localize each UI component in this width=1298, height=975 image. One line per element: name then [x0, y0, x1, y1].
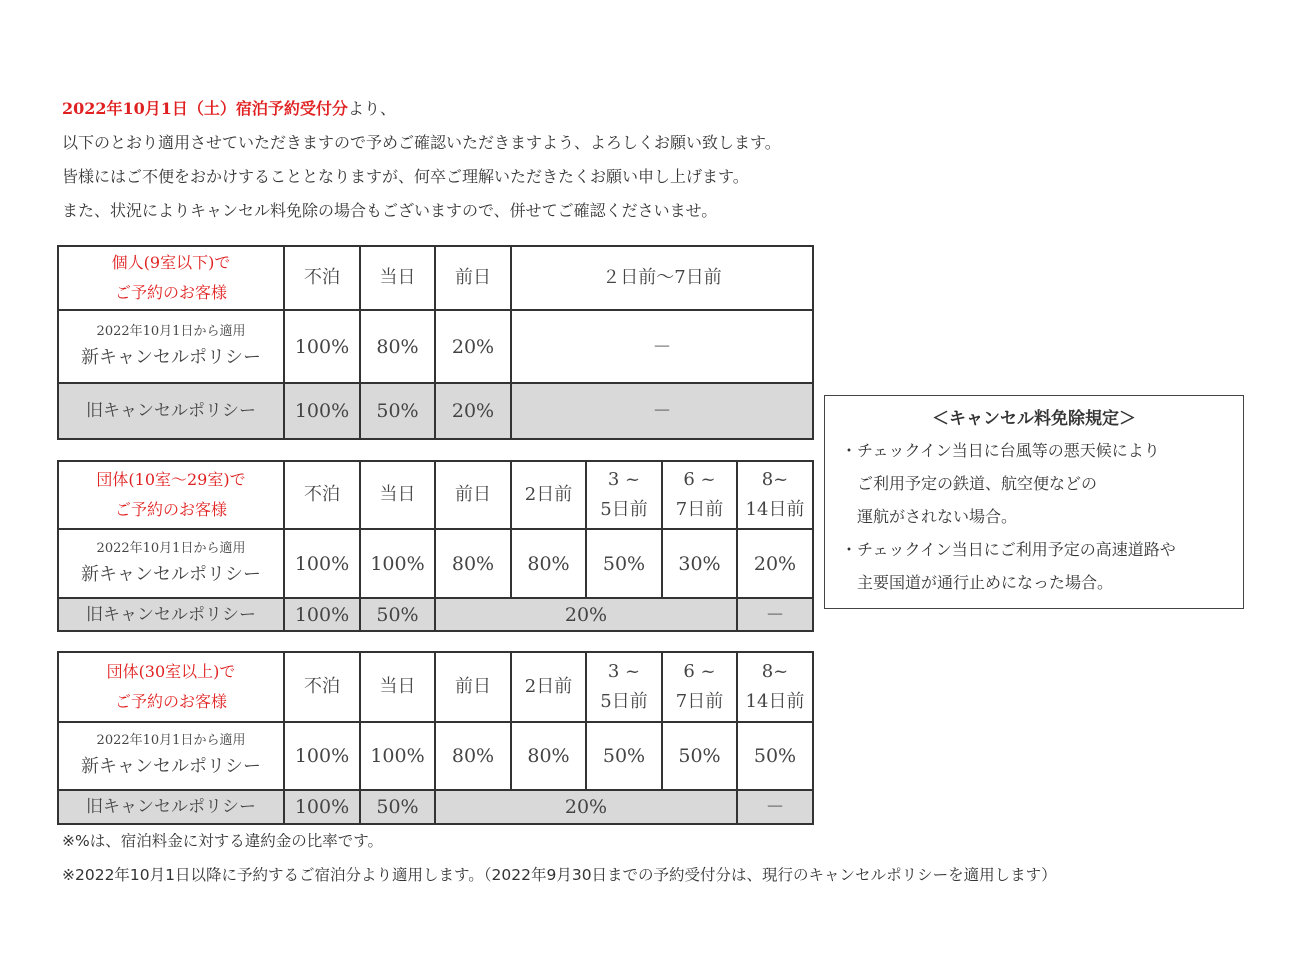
new-value-cell: 20%	[435, 310, 511, 383]
new-policy-row	[58, 310, 813, 383]
new-value-cell: 100%	[360, 529, 435, 598]
header-cell: 不泊	[284, 246, 360, 310]
header-cell	[737, 461, 813, 529]
new-policy-row	[58, 722, 813, 790]
new-value-cell: 50%	[586, 529, 662, 598]
old-policy-label: 旧キャンセルポリシー	[58, 383, 284, 439]
old-value-cell: 100%	[284, 598, 360, 631]
old-value-cell: －	[737, 598, 813, 631]
new-value-cell: －	[511, 310, 813, 383]
effective-date: 2022年10月1日から適用	[96, 540, 246, 556]
effective-date: 2022年10月1日から適用	[96, 323, 246, 339]
new-policy-label	[58, 310, 284, 383]
new-value-cell: 50%	[586, 722, 662, 790]
policy-table-group-30-plus	[57, 651, 814, 825]
new-value-cell: 80%	[435, 529, 511, 598]
exemption-list	[825, 434, 1243, 599]
old-value-cell: 50%	[360, 598, 435, 631]
exemption-line: ご利用予定の鉄道、航空便などの	[841, 474, 1098, 493]
intro-line-4: また、状況によりキャンセル料免除の場合もございますので、併せてご確認くださいませ。	[62, 201, 718, 220]
header-cell: 当日	[360, 461, 435, 529]
header-cell-bottom: 5日前	[600, 499, 648, 520]
policy-table-group-10-29	[57, 460, 814, 632]
header-cell-top: 6 ~	[683, 661, 716, 682]
header-cell	[662, 652, 737, 722]
header-cell: 不泊	[284, 652, 360, 722]
new-value-cell: 80%	[511, 722, 586, 790]
new-value-cell: 20%	[737, 529, 813, 598]
header-cell: 当日	[360, 246, 435, 310]
new-value-cell: 80%	[511, 529, 586, 598]
intro-text	[62, 92, 1162, 228]
policy-table-individual	[57, 245, 814, 440]
header-cell: 2日前	[511, 461, 586, 529]
table-header-row	[58, 461, 813, 529]
new-value-cell: 50%	[737, 722, 813, 790]
new-policy-name: 新キャンセルポリシー	[81, 563, 261, 585]
customer-type-label	[58, 461, 284, 529]
exemption-line: ・チェックイン当日にご利用予定の高速道路や	[841, 540, 1176, 559]
intro-highlight: 2022年10月1日（土）宿泊予約受付分	[62, 99, 348, 118]
footnote-1: ※%は、宿泊料金に対する違約金の比率です。	[62, 832, 383, 850]
header-cell-bottom: 7日前	[675, 691, 724, 712]
intro-line-1-rest: より、	[347, 99, 396, 118]
old-policy-row	[58, 383, 813, 439]
old-value-cell: 20%	[435, 383, 511, 439]
new-policy-row	[58, 529, 813, 598]
exemption-line: ・チェックイン当日に台風等の悪天候により	[841, 441, 1160, 460]
exemption-line: 主要国道が通行止めになった場合。	[841, 573, 1114, 592]
intro-line-2: 以下のとおり適用させていただきますので予めご確認いただきますよう、よろしくお願い致します。	[62, 133, 781, 152]
new-policy-label	[58, 722, 284, 790]
old-policy-row	[58, 598, 813, 631]
header-cell: 当日	[360, 652, 435, 722]
exemption-title: ＜キャンセル料免除規定＞	[932, 409, 1136, 429]
old-policy-label: 旧キャンセルポリシー	[58, 790, 284, 824]
exemption-box	[824, 395, 1244, 609]
customer-type-line-2: ご予約のお客様	[114, 283, 227, 302]
intro-line-1	[62, 92, 1162, 126]
new-policy-name: 新キャンセルポリシー	[81, 756, 261, 777]
old-value-cell: 20%	[435, 598, 737, 631]
old-value-cell: 20%	[435, 790, 737, 824]
customer-type-line-1: 団体(10室〜29室)で	[96, 470, 246, 489]
header-cell-bottom: 14日前	[745, 499, 805, 520]
table-header-row	[58, 652, 813, 722]
old-policy-label: 旧キャンセルポリシー	[58, 598, 284, 631]
customer-type-line-2: ご予約のお客様	[114, 500, 227, 519]
header-cell: 前日	[435, 461, 511, 529]
header-cell: 前日	[435, 652, 511, 722]
header-cell-top: 8~	[761, 661, 789, 682]
old-policy-row	[58, 790, 813, 824]
new-value-cell: 100%	[284, 722, 360, 790]
old-value-cell: 50%	[360, 790, 435, 824]
new-value-cell: 100%	[360, 722, 435, 790]
old-value-cell: 100%	[284, 790, 360, 824]
header-cell	[586, 652, 662, 722]
header-cell	[586, 461, 662, 529]
footnotes	[62, 824, 1057, 892]
new-value-cell: 80%	[360, 310, 435, 383]
footnote-2: ※2022年10月1日以降に予約するご宿泊分より適用します。（2022年9月30日までの予約受付分は、現行のキャンセルポリシーを適用します）	[62, 866, 1057, 884]
customer-type-line-1: 団体(30室以上)で	[106, 662, 236, 681]
new-value-cell: 30%	[662, 529, 737, 598]
header-cell-bottom: 14日前	[745, 691, 805, 712]
new-value-cell: 50%	[662, 722, 737, 790]
customer-type-line-2: ご予約のお客様	[114, 692, 227, 711]
customer-type-label	[58, 652, 284, 722]
old-value-cell: －	[737, 790, 813, 824]
old-value-cell: 50%	[360, 383, 435, 439]
header-cell: 2日前	[511, 652, 586, 722]
old-value-cell: －	[511, 383, 813, 439]
effective-date: 2022年10月1日から適用	[96, 733, 246, 748]
header-cell-bottom: 5日前	[600, 691, 648, 712]
new-value-cell: 80%	[435, 722, 511, 790]
header-cell	[737, 652, 813, 722]
customer-type-label	[58, 246, 284, 310]
header-cell-bottom: 7日前	[675, 499, 724, 520]
exemption-line: 運航がされない場合。	[841, 507, 1018, 526]
new-policy-label	[58, 529, 284, 598]
new-value-cell: 100%	[284, 310, 360, 383]
header-cell-top: 3 ~	[607, 661, 641, 682]
header-cell: 不泊	[284, 461, 360, 529]
header-cell-top: 3 ~	[607, 469, 641, 490]
intro-line-3: 皆様にはご不便をおかけすることとなりますが、何卒ご理解いただきたくお願い申し上げます。	[62, 167, 749, 186]
header-cell: 前日	[435, 246, 511, 310]
new-policy-name: 新キャンセルポリシー	[81, 346, 261, 368]
old-value-cell: 100%	[284, 383, 360, 439]
header-cell-top: 6 ~	[683, 469, 716, 490]
header-cell: ２日前〜7日前	[511, 246, 813, 310]
header-cell-top: 8~	[761, 469, 789, 490]
new-value-cell: 100%	[284, 529, 360, 598]
customer-type-line-1: 個人(9室以下)で	[111, 253, 231, 272]
table-header-row	[58, 246, 813, 310]
header-cell	[662, 461, 737, 529]
